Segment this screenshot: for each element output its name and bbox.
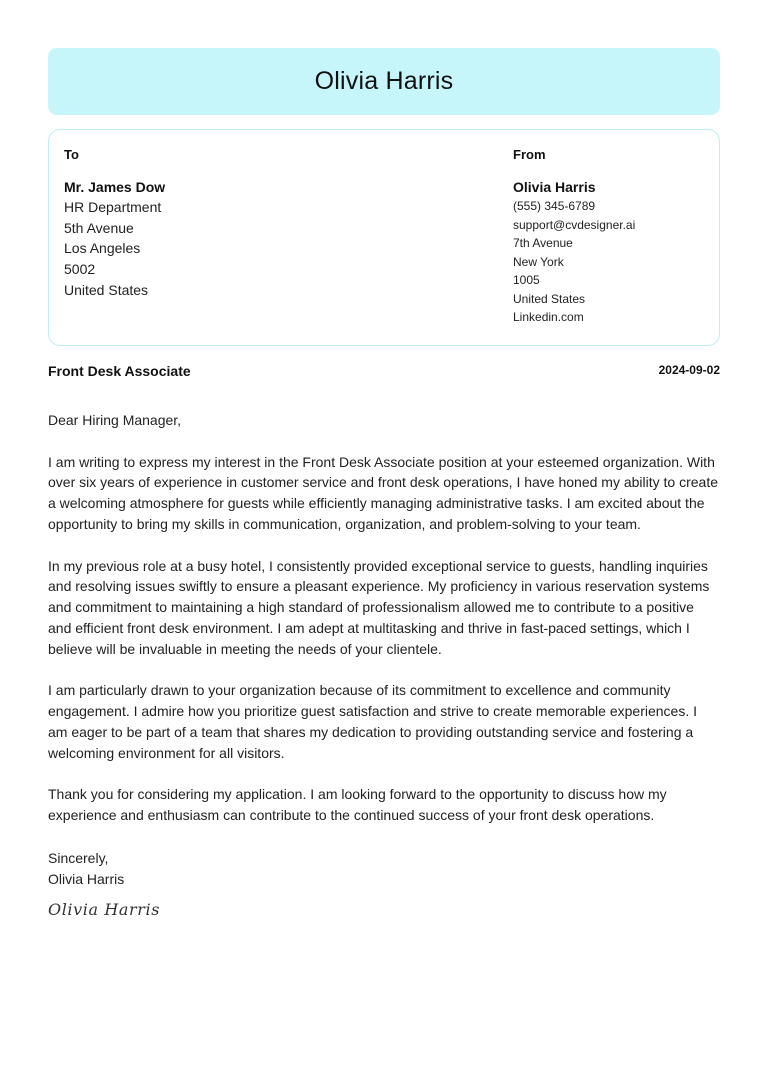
sender-city: New York: [513, 254, 564, 269]
sender-email: support@cvdesigner.ai: [513, 217, 636, 232]
recipient-department: HR Department: [64, 199, 162, 215]
applicant-name-heading: Olivia Harris: [314, 67, 454, 95]
body-paragraph-3: I am particularly drawn to your organization because of its commitment to excellence and community engagement. I admire how you prioritize guest satisfaction and strive to create memorable experiences. I am eager to be part of a team that shares my dedication to providing outstanding service and fostering a welcoming environment for all visitors.: [48, 682, 697, 761]
closing-phrase: Sincerely,: [48, 850, 109, 866]
recipient-postal-code: 5002: [64, 261, 96, 278]
sender-block: [513, 146, 713, 327]
job-title: Front Desk Associate: [48, 363, 191, 379]
recipient-name: Mr. James Dow: [64, 179, 166, 195]
body-paragraph-1: I am writing to express my interest in the Front Desk Associate position at your esteemed organization. With over six years of experience in customer service and front desk operations, I have honed my ability to create a welcoming atmosphere for guests while efficiently managing administrative tasks. I am excited about the opportunity to bring my skills in communication, organization, and problem-solving to your team.: [48, 453, 719, 532]
header-band: [48, 48, 720, 115]
sender-phone: (555) 345-6789: [513, 199, 596, 213]
sender-linkedin: Linkedin.com: [513, 310, 584, 324]
sender-label: From: [513, 147, 546, 162]
sender-country: United States: [513, 291, 586, 306]
letter-body: [48, 410, 720, 847]
address-card: [48, 129, 720, 346]
closing-block: [48, 848, 124, 890]
recipient-label: To: [64, 147, 79, 162]
recipient-street: 5th Avenue: [64, 219, 134, 236]
closing-name: Olivia Harris: [48, 870, 125, 887]
greeting: Dear Hiring Manager,: [48, 412, 182, 428]
sender-street: 7th Avenue: [513, 236, 573, 250]
body-paragraph-2: In my previous role at a busy hotel, I consistently provided exceptional service to guests, handling inquiries and resolving issues swiftly to ensure a pleasant experience. My proficiency in various reservation systems and commitment to maintaining a high standard of professionalism allowed me to contribute to a positive and efficient front desk environment. I am adept at multitasking and thrive in fast-paced settings, which I believe will be invaluable in meeting the needs of your clientele.: [48, 557, 710, 657]
recipient-country: United States: [64, 281, 149, 298]
sender-postal-code: 1005: [513, 273, 540, 287]
recipient-block: [64, 146, 364, 301]
subject-row: [48, 361, 720, 381]
recipient-city: Los Angeles: [64, 240, 141, 257]
sender-name: Olivia Harris: [513, 179, 596, 195]
letter-date: 2024-09-02: [658, 363, 720, 377]
body-paragraph-4: Thank you for considering my application. I am looking forward to the opportunity to discuss how my experience and enthusiasm can contribute to the continued success of your front desk operations.: [48, 786, 667, 824]
handwritten-signature: Olivia Harris: [48, 900, 161, 919]
